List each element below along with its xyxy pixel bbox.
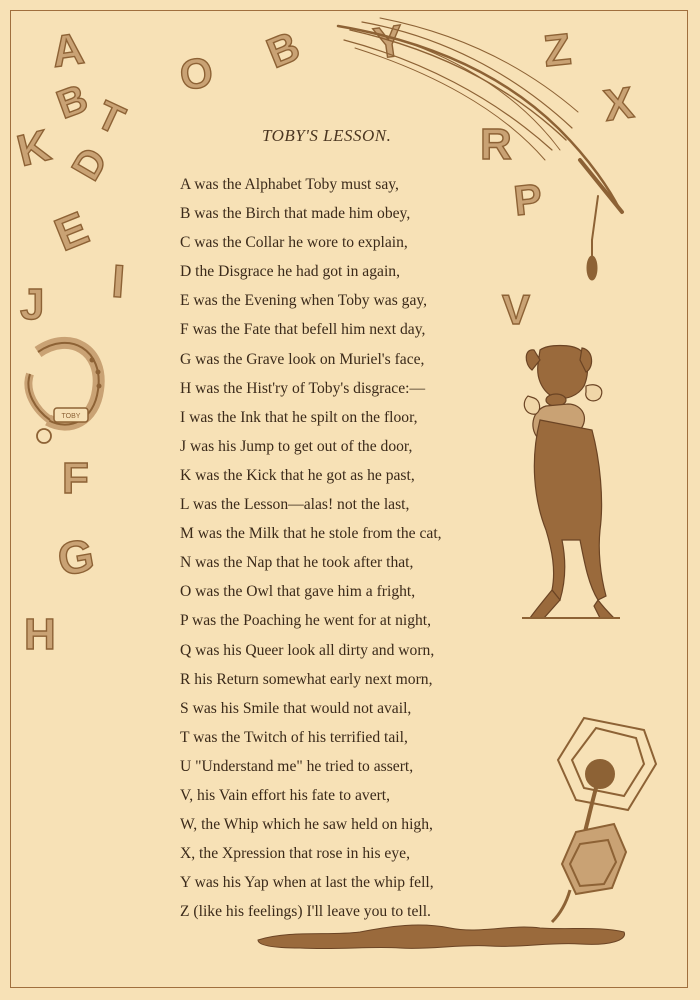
letter-x: X	[600, 78, 637, 131]
letter-t: T	[90, 92, 131, 144]
letter-f: F	[62, 454, 89, 503]
letter-g: G	[53, 528, 99, 586]
letter-i: I	[110, 254, 127, 308]
letter-o: O	[176, 47, 216, 100]
poem-line: T was the Twitch of his terrified tail,	[180, 728, 408, 746]
letter-y: Y	[370, 16, 407, 69]
poem-line: N was the Nap that he took after that,	[180, 554, 414, 572]
poem-line: I was the Ink that he spilt on the floor,	[180, 408, 418, 426]
letter-b-left: B	[51, 76, 94, 128]
poem-line: H was the Hist'ry of Toby's disgrace:—	[180, 379, 426, 397]
poem-line: V, his Vain effort his fate to avert,	[180, 786, 391, 804]
letter-b-top: B	[260, 22, 306, 78]
poem-line: X, the Xpression that rose in his eye,	[180, 845, 410, 863]
letter-a: A	[48, 24, 87, 77]
poem-line: D the Disgrace he had got in again,	[180, 263, 400, 281]
poem-title: TOBY'S LESSON.	[262, 126, 392, 145]
poem-line: K was the Kick that he got as he past,	[180, 466, 415, 484]
letter-p: P	[511, 174, 545, 225]
poem-line: B was the Birch that made him obey,	[180, 205, 411, 223]
letter-j: J	[20, 280, 45, 329]
poem-line: O was the Owl that gave him a fright,	[180, 583, 416, 601]
poem-line: Q was his Queer look all dirty and worn,	[180, 641, 435, 659]
poem-line: C was the Collar he wore to explain,	[180, 234, 408, 252]
letter-d: D	[63, 140, 117, 188]
poem-line: E was the Evening when Toby was gay,	[180, 292, 428, 310]
poem-line: R his Return somewhat early next morn,	[180, 670, 433, 688]
poem-line: G was the Grave look on Muriel's face,	[180, 350, 425, 368]
dog-illustration	[522, 346, 620, 619]
letter-v: V	[502, 286, 531, 333]
poem-line: J was his Jump to get out of the door,	[180, 437, 413, 455]
ink-spill-illustration	[258, 925, 625, 949]
poem-line: A was the Alphabet Toby must say,	[180, 176, 399, 193]
letter-e: E	[47, 201, 96, 261]
collar-tag: TOBY	[61, 413, 81, 420]
poem-line: P was the Poaching he went for at night,	[180, 612, 432, 630]
poem-line: S was his Smile that would not avail,	[180, 699, 412, 717]
letter-h: H	[24, 610, 56, 659]
letter-k: K	[12, 120, 56, 177]
poem-line: U "Understand me" he tried to assert,	[180, 757, 414, 775]
poem-line: F was the Fate that befell him next day,	[180, 321, 426, 339]
poem-line: W, the Whip which he saw held on high,	[180, 816, 433, 834]
poem-verse	[180, 170, 520, 926]
poem-line: Z (like his feelings) I'll leave you to tell.	[180, 903, 431, 921]
collar-illustration	[28, 343, 101, 443]
letter-r: R	[480, 120, 512, 169]
poem-line: L was the Lesson—alas! not the last,	[180, 496, 410, 514]
letter-z: Z	[541, 24, 574, 77]
poem-line: Y was his Yap when at last the whip fell,	[180, 874, 434, 892]
poem-line: M was the Milk that he stole from the cat,	[180, 525, 442, 543]
inkstand-illustration	[552, 718, 656, 922]
